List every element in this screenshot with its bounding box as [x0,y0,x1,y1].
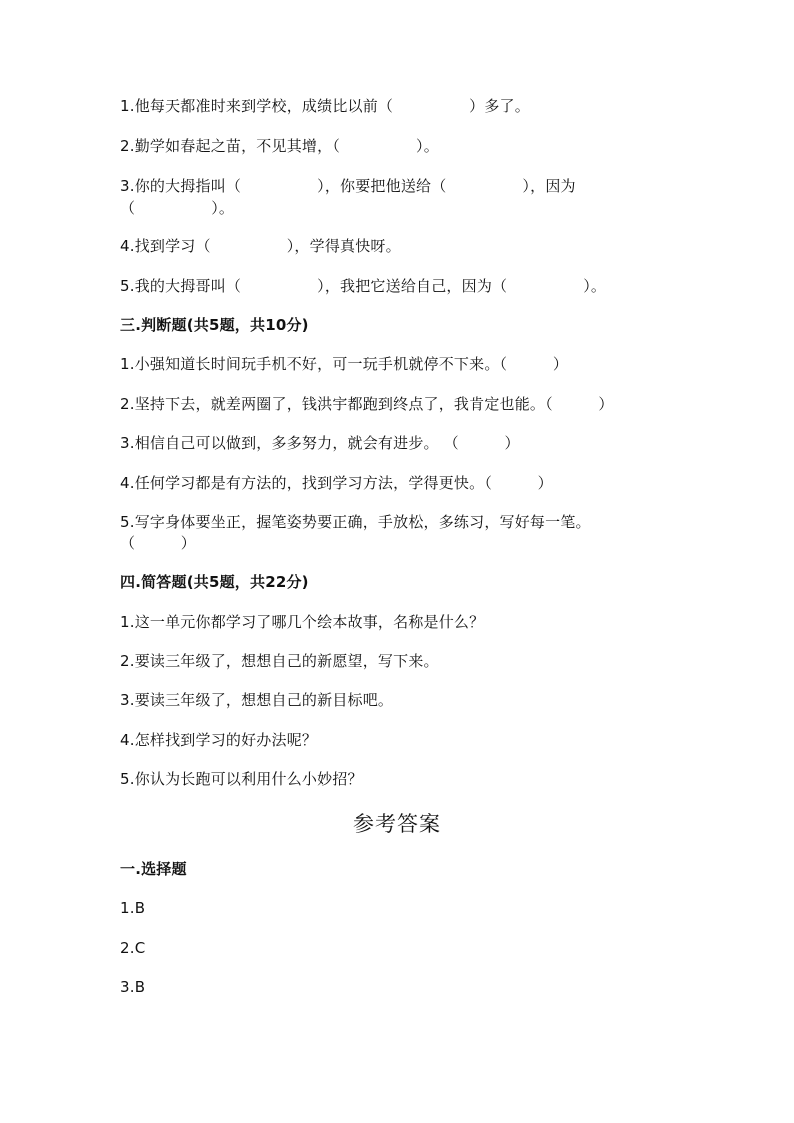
judgment-section-heading: 三.判断题(共5题，共10分) [120,316,309,334]
short-answer-section-heading: 四.简答题(共5题，共22分) [120,573,309,591]
short-answer-question-4: 4.怎样找到学习的好办法呢？ [120,731,318,749]
judgment-question-1: 1.小强知道长时间玩手机不好，可一玩手机就停不下来。（ ） [120,355,569,373]
fill-blank-question-4: 4.找到学习（ ），学得真快呀。 [120,237,401,255]
answer-item-3: 3.B [120,978,146,996]
fill-blank-question-3-continued: （ ）。 [120,199,235,217]
judgment-question-5-continued: （ ） [120,534,197,552]
fill-blank-question-3: 3.你的大拇指叫（ ），你要把他送给（ ），因为 [120,177,576,195]
fill-blank-question-2: 2.勤学如春起之苗，不见其增，（ ）。 [120,137,439,155]
judgment-question-5: 5.写字身体要坐正，握笔姿势要正确，手放松，多练习，写好每一笔。 [120,513,591,531]
answer-key-title: 参考答案 [353,812,441,836]
answer-section-heading: 一.选择题 [120,860,187,878]
short-answer-question-2: 2.要读三年级了，想想自己的新愿望，写下来。 [120,652,439,670]
fill-blank-question-5: 5.我的大拇哥叫（ ），我把它送给自己，因为（ ）。 [120,277,607,295]
judgment-question-3: 3.相信自己可以做到，多多努力，就会有进步。 （ ） [120,434,520,452]
short-answer-question-1: 1.这一单元你都学习了哪几个绘本故事，名称是什么？ [120,613,485,631]
answer-item-1: 1.B [120,899,146,917]
short-answer-question-5: 5.你认为长跑可以利用什么小妙招？ [120,770,363,788]
judgment-question-4: 4.任何学习都是有方法的，找到学习方法，学得更快。（ ） [120,474,553,492]
fill-blank-question-1: 1.他每天都准时来到学校，成绩比以前（ ）多了。 [120,97,530,115]
judgment-question-2: 2.坚持下去，就差两圈了，钱洪宇都跑到终点了，我肯定也能。（ ） [120,395,614,413]
answer-item-2: 2.C [120,939,146,957]
short-answer-question-3: 3.要读三年级了，想想自己的新目标吧。 [120,691,394,709]
